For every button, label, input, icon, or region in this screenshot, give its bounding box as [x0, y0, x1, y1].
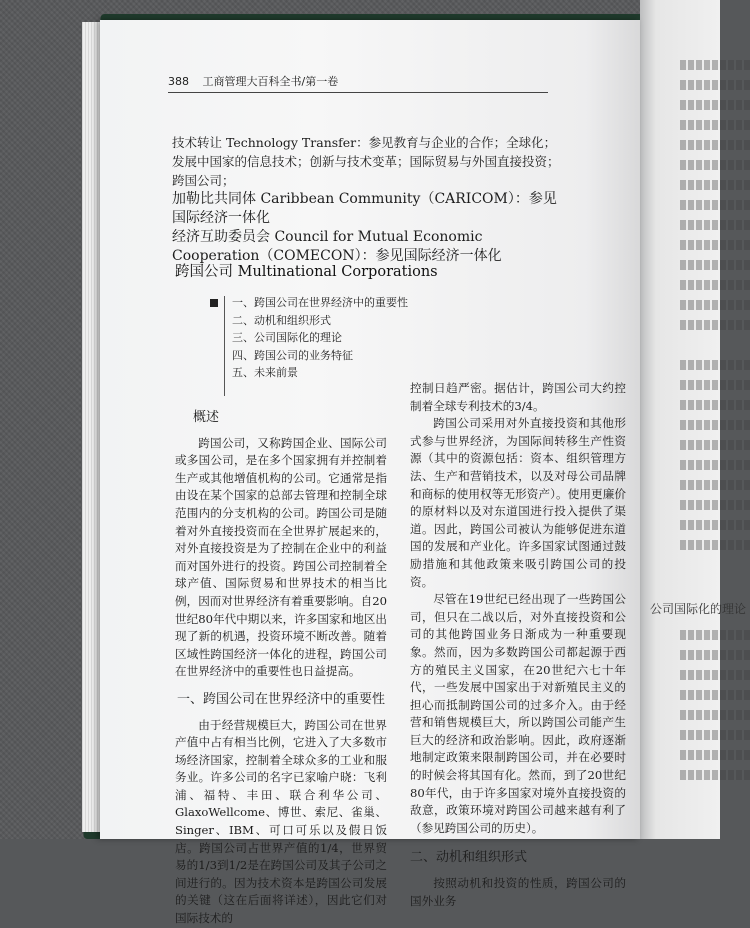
section1-paragraph: 由于经营规模巨大，跨国公司在世界产值中占有相当比例，它进入了大多数市场经济国家，控制着全球众多的工业和服务业。许多公司的名字已家喻户晓：飞利浦、福特、丰田、联合利华公司、GlaxoWellcome、博世、索尼、雀巢、Singer、IBM、可口可乐以及假日饭店。跨国公司占世界产值的1/4，世界贸易的1/3到1/2是在跨国公司及其子公司之间进行的。因为技术资本是跨国公司发展的关键（这在后面将详述），因此它们对国际技术的: [175, 717, 387, 926]
continued-paragraph: 控制日趋严密。据估计，跨国公司大约控制着全球专利技术的3/4。: [410, 381, 626, 413]
overview-heading: 概述: [193, 410, 220, 425]
toc-item: 一、跨国公司在世界经济中的重要性: [232, 296, 408, 309]
toc-item: 三、公司国际化的理论: [232, 331, 342, 344]
toc-marker-icon: [210, 299, 218, 307]
overview-paragraph: 跨国公司，又称跨国企业、国际公司或多国公司，是在多个国家拥有并控制着生产或其他增值机构的公司。它通常是指由设在某个国家的总部去管理和控制全球范围内的分支机构的公司。跨国公司是随着对外直接投资而在全世界扩展起来的，对外直接投资是为了控制在企业中的利益而对国外进行的投资。跨国公司控制着全球产值、国际贸易和世界技术的相当比例，因而对世界经济有着重要影响。自20世纪80年代中期以来，许多国家和地区出现了新的机遇，投资环境不断改善。随着区域性跨国经济一体化的进程，跨国公司在世界经济中的重要性也日益提高。: [175, 435, 387, 679]
paragraph: 跨国公司采用对外直接投资和其他形式参与世界经济，为国际间转移生产性资源（其中的资源包括：资本、组织管理方法、生产和营销技术，以及对母公司品牌和商标的使用权等无形资产）。使用更廉价的原材料以及对东道国进行投入提供了渠道。因此，跨国公司被认为能够促进东道国的发展和产业化。许多国家试图通过鼓励措施和其他政策来吸引跨国公司的投资。: [410, 416, 626, 589]
article-toc: [220, 294, 408, 382]
section1-heading: 一、跨国公司在世界经济中的重要性: [176, 691, 385, 707]
section2-heading: 二、动机和组织形式: [410, 850, 528, 866]
header-rule: [168, 92, 548, 93]
page-number: 388: [168, 75, 189, 88]
right-column: [410, 380, 626, 910]
book-page: [100, 20, 640, 926]
left-column: [175, 405, 387, 928]
toc-item: 二、动机和组织形式: [232, 313, 331, 327]
entry-caricom: 加勒比共同体 Caribbean Community（CARICOM）：参见国际经济一体化: [172, 191, 557, 226]
right-page: [640, 0, 747, 839]
entry-comecon: 经济互助委员会 Council for Mutual Economic Cooperation（COMECON）：参见国际经济一体化: [172, 229, 502, 264]
paragraph: 尽管在19世纪已经出现了一些跨国公司，但只在二战以后，对外直接投资和公司的其他跨国业务日渐成为一种重要现象。然而，因为多数跨国公司都起源于西方的殖民主义国家，在20世纪六七十年代，一些发展中国家出于对新殖民主义的担心而抵制跨国公司的过多介入。由于经营和销售规模巨大，所以跨国公司能产生巨大的经济和政治影响。因此，政府逐渐地制定政策来限制跨国公司，并在必要时的时候会将其国有化。然而，到了20世纪80年代，由于许多国家对境外直接投资的敌意，政策环境对跨国公司越来越有利了（参见跨国公司的历史）。: [410, 592, 626, 835]
right-page-heading: 公司国际化的理论: [650, 602, 747, 616]
section2-paragraph: 按照动机和投资的性质，跨国公司的国外业务: [410, 876, 626, 908]
running-header: [168, 73, 338, 89]
toc-item: 四、跨国公司的业务特征: [232, 348, 353, 362]
toc-item: 五、未来前景: [232, 366, 298, 379]
article-title: 跨国公司 Multinational Corporations: [175, 264, 438, 280]
entry-technology-transfer: 技术转让 Technology Transfer：参见教育与企业的合作；全球化；发展中国家的信息技术；创新与技术变革；国际贸易与外国直接投资；跨国公司；: [172, 135, 560, 188]
cross-reference-entries: [172, 133, 568, 266]
toc-divider: [224, 296, 225, 396]
book-title: 工商管理大百科全书/第一卷: [202, 75, 339, 88]
